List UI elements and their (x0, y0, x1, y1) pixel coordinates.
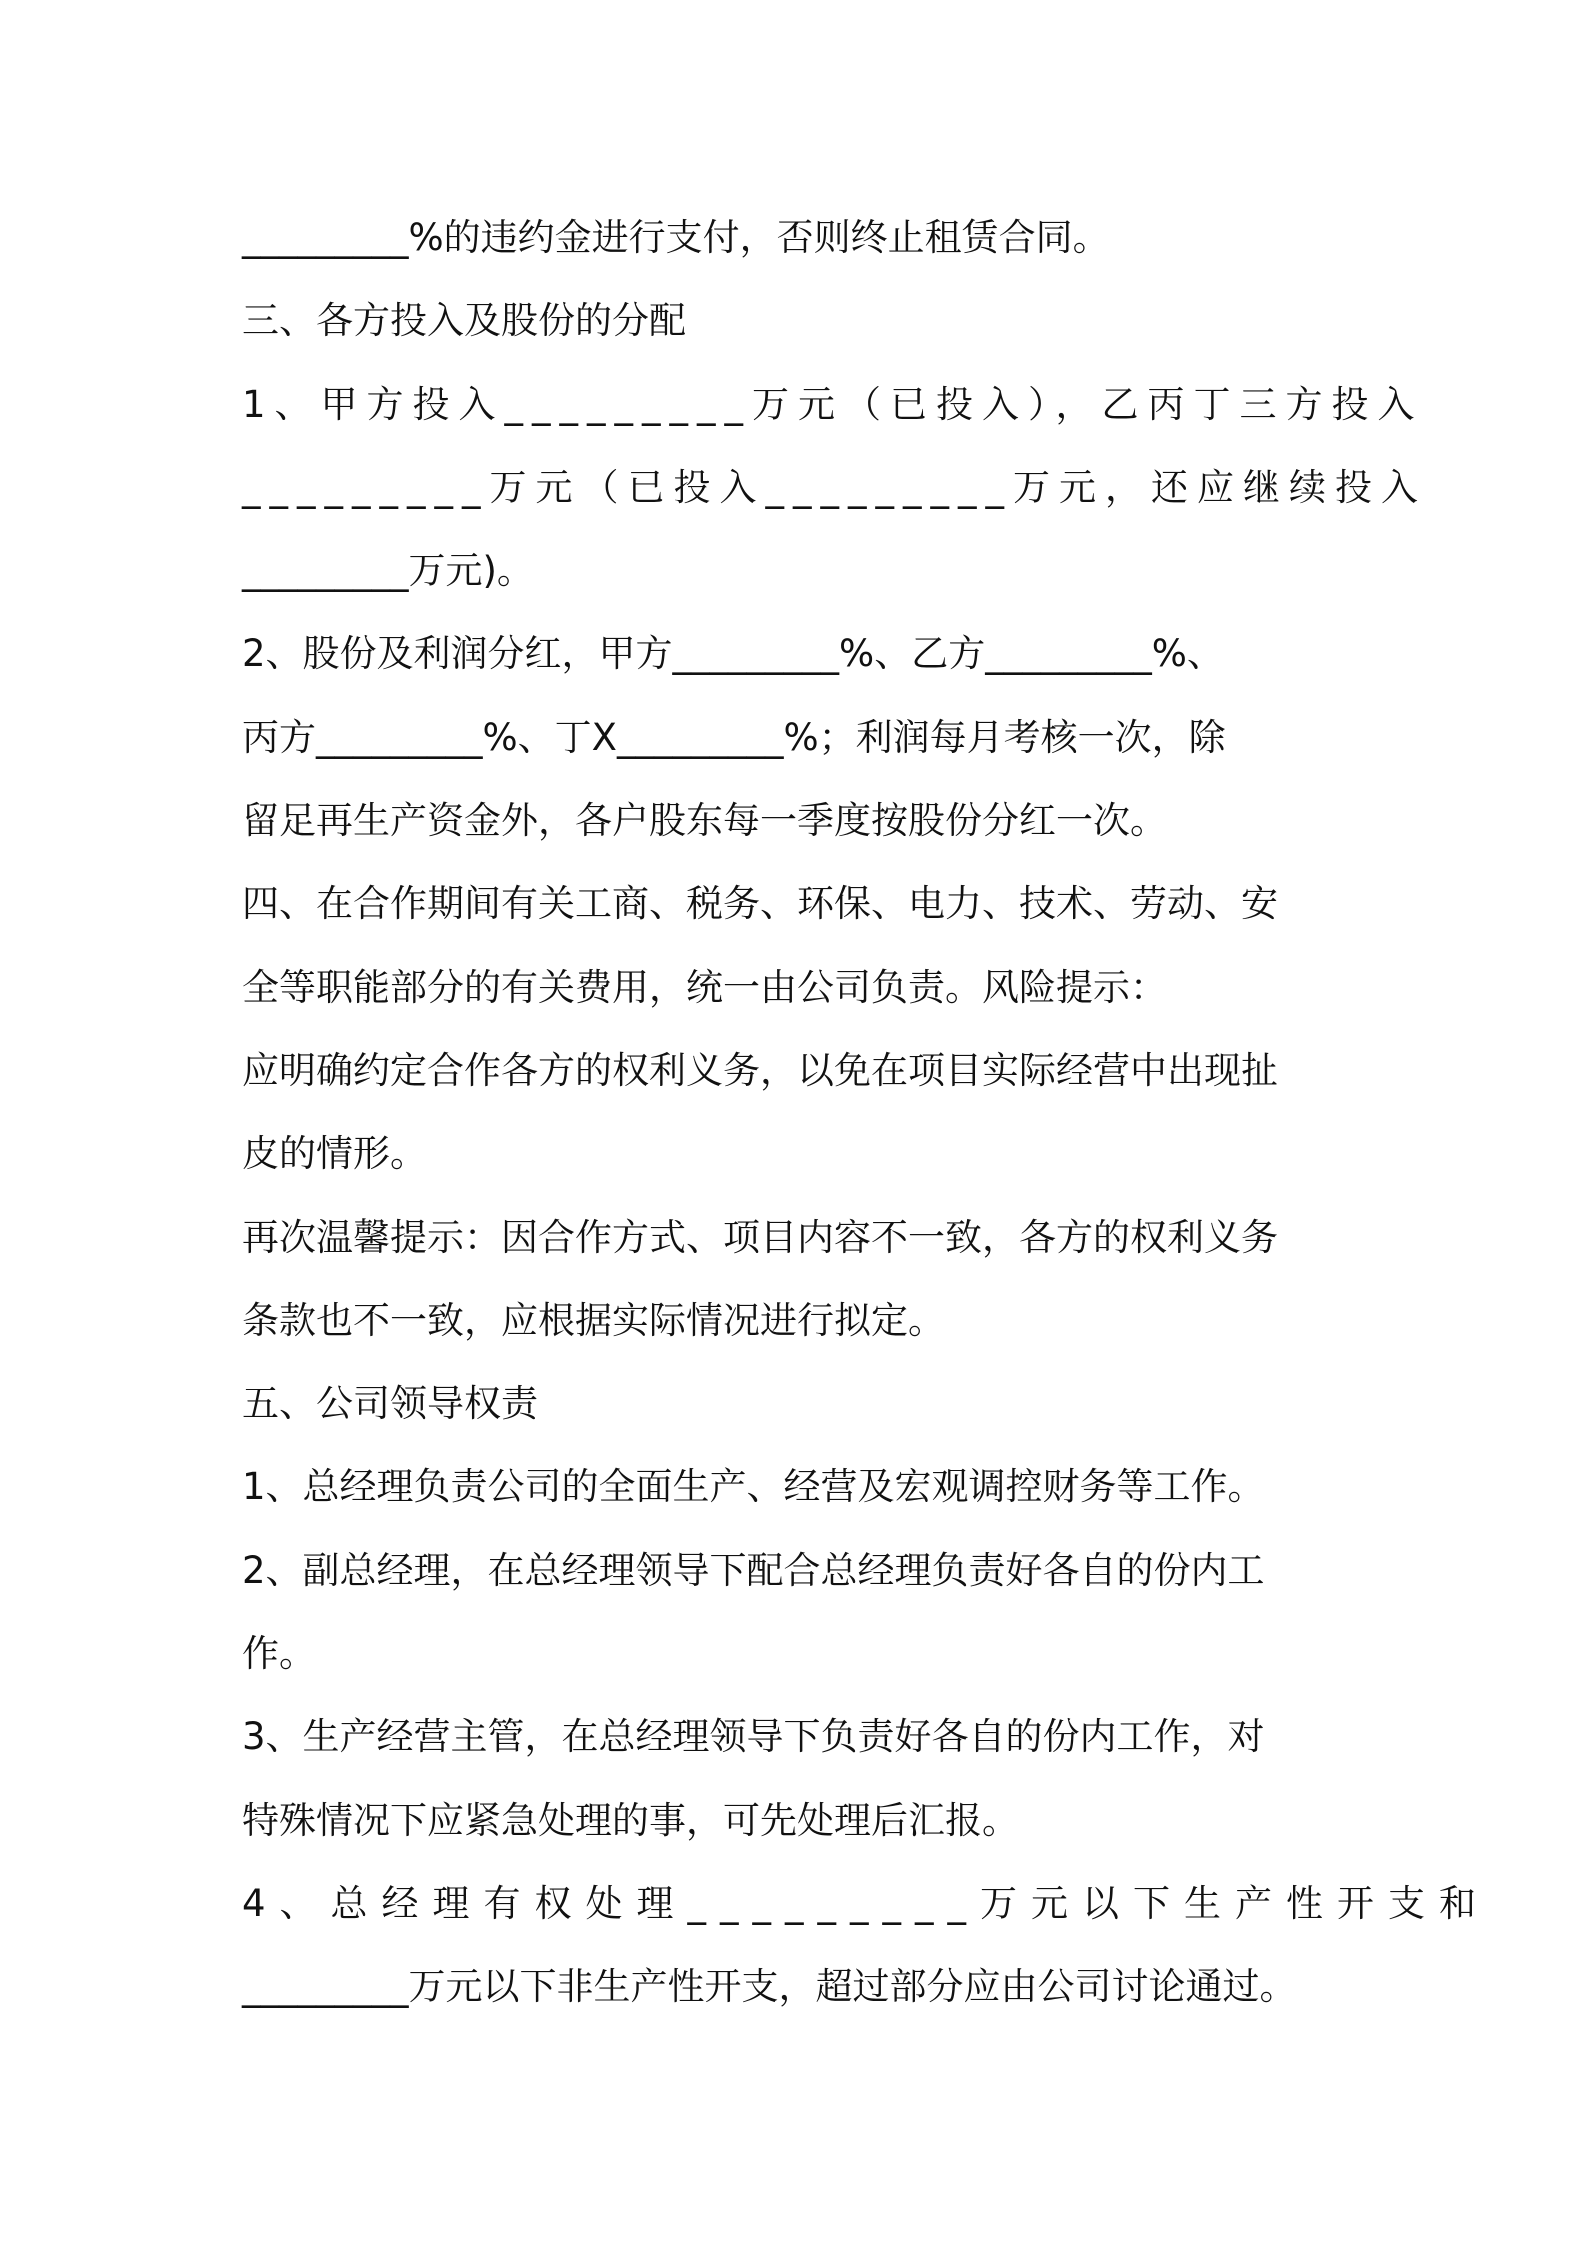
text-line-22: _________万元以下非生产性开支，超过部分应由公司讨论通过。 (242, 1965, 1297, 2009)
text-line-4: _________万元（已投入_________万元，还应继续投入 (242, 465, 1427, 509)
text-line-6: 2、股份及利润分红，甲方_________%、乙方_________%、 (242, 632, 1224, 676)
text-line-18: 作。 (242, 1632, 316, 1676)
text-line-16: 1、总经理负责公司的全面生产、经营及宏观调控财务等工作。 (242, 1465, 1265, 1509)
text-line-3: 1、甲方投入_________万元（已投入），乙丙丁三方投入 (242, 382, 1424, 426)
text-line-17: 2、副总经理，在总经理领导下配合总经理负责好各自的份内工 (242, 1548, 1265, 1592)
text-line-10: 全等职能部分的有关费用，统一由公司负责。风险提示： (242, 965, 1167, 1009)
text-line-21: 4、总经理有权处理_________万元以下生产性开支和 (242, 1881, 1491, 1925)
text-line-13: 再次温馨提示：因合作方式、项目内容不一致，各方的权利义务 (242, 1215, 1278, 1259)
text-line-11: 应明确约定合作各方的权利义务，以免在项目实际经营中出现扯 (242, 1048, 1278, 1092)
text-line-5: _________万元)。 (242, 549, 534, 593)
text-line-19: 3、生产经营主管，在总经理领导下负责好各自的份内工作，对 (242, 1715, 1265, 1759)
section-heading-3: 三、各方投入及股份的分配 (242, 299, 686, 343)
text-line-1: _________%的违约金进行支付，否则终止租赁合同。 (242, 216, 1110, 259)
section-heading-4: 四、在合作期间有关工商、税务、环保、电力、技术、劳动、安 (242, 882, 1278, 926)
text-line-8: 留足再生产资金外，各户股东每一季度按股份分红一次。 (242, 799, 1167, 843)
document-body (242, 196, 1491, 2029)
text-line-12: 皮的情形。 (242, 1132, 427, 1176)
text-line-7: 丙方_________%、丁X_________%；利润每月考核一次，除 (242, 715, 1226, 759)
text-line-20: 特殊情况下应紧急处理的事，可先处理后汇报。 (242, 1798, 1019, 1842)
text-line-14: 条款也不一致，应根据实际情况进行拟定。 (242, 1298, 945, 1342)
section-heading-5: 五、公司领导权责 (242, 1382, 538, 1426)
